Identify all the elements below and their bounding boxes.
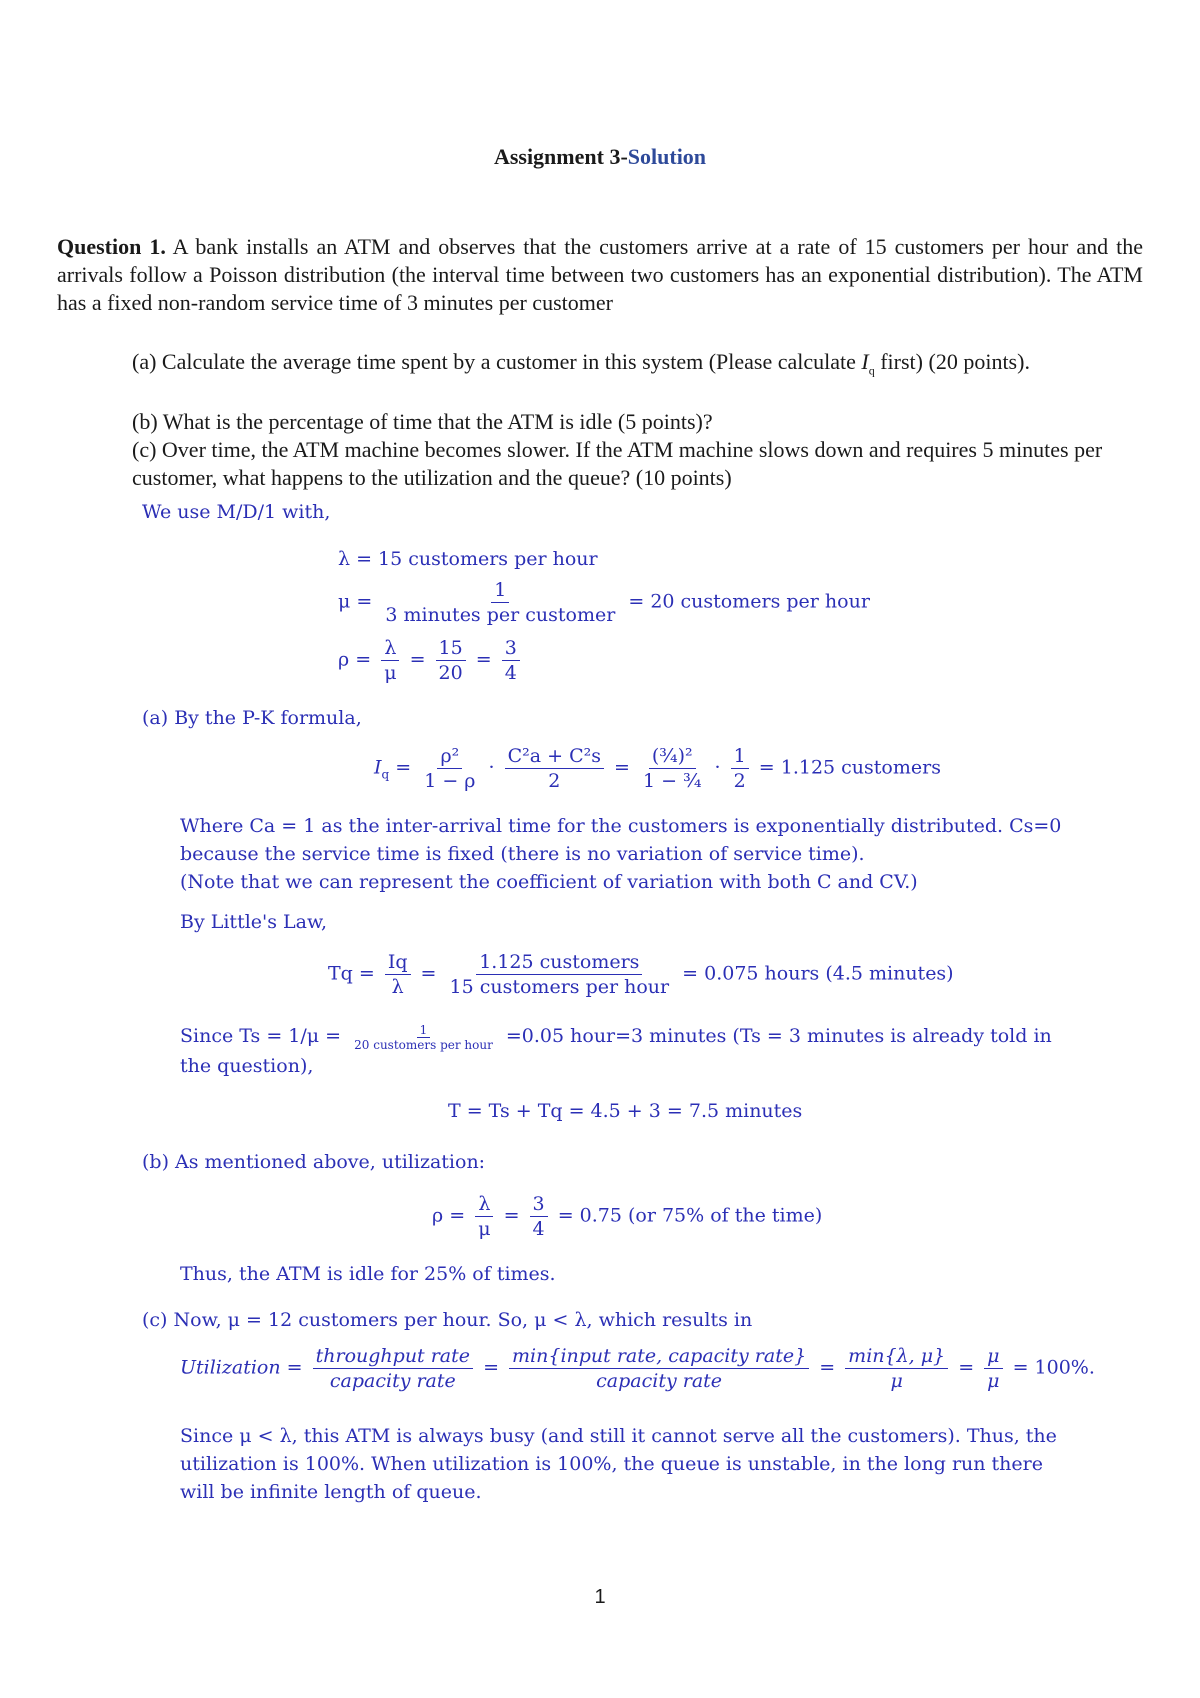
rho-lhs: ρ =: [338, 648, 372, 671]
util-f2-num: min{input rate, capacity rate}: [509, 1344, 809, 1369]
util-frac-2: [509, 1344, 809, 1393]
ts-text-before: Since Ts = 1/μ =: [180, 1025, 342, 1047]
part-b-solution-label: (b) As mentioned above, utilization:: [142, 1151, 486, 1173]
part-a: [132, 348, 1144, 384]
pk-f2-den: 2: [548, 770, 561, 792]
part-c: [132, 436, 1144, 492]
solution-intro: We use M/D/1 with,: [142, 501, 331, 523]
b-lhs: ρ =: [432, 1204, 466, 1227]
util-f3-den: μ: [890, 1370, 903, 1392]
tq-rhs: = 0.075 hours (4.5 minutes): [682, 962, 954, 985]
mu-den: 3 minutes per customer: [385, 604, 616, 626]
ts-fraction: [351, 1023, 496, 1052]
part-c-solution-label: (c) Now, μ = 12 customers per hour. So, μ < λ, which results in: [142, 1309, 753, 1331]
part-a-label: (a): [132, 349, 157, 374]
where-text: Where Ca = 1 as the inter-arrival time for the customers is exponentially distributed. Cs=0 because the service time is fixed (there is no variation of service time).: [180, 815, 1062, 865]
mu-fraction: [382, 578, 618, 627]
ts-frac-num: 1: [417, 1023, 431, 1038]
b-f2-den: 4: [532, 1218, 545, 1240]
pk-f1-den: 1 − ρ: [424, 770, 476, 792]
util-frac-1: [313, 1344, 473, 1393]
tq-f2-num: 1.125 customers: [476, 950, 642, 975]
pk-f1-num: ρ²: [437, 744, 462, 769]
pk-frac-2: [505, 744, 604, 793]
b-f1-num: λ: [475, 1192, 493, 1217]
part-c-label: (c): [132, 437, 157, 462]
utilization-c-equation: Utilization = $\frac{\text{throughput rate}}{\text{capacity rate}}$ = $\frac{\text{min\{input rate, capacity rate\}}}{\text{capacity rate}}$ = $\frac{\min\{\lambda, \mu\}}{\mu}$ = $\frac{\mu}{\mu}$ = 100%.: [180, 1345, 1095, 1392]
tq-f1-den: λ: [391, 976, 404, 998]
util-lhs: Utilization =: [180, 1356, 303, 1379]
pk-frac-1: [421, 744, 478, 793]
pk-frac-3: [640, 744, 705, 793]
rho-frac-3: [502, 636, 520, 685]
b-f1-den: μ: [478, 1218, 491, 1240]
part-b-label: (b): [132, 409, 158, 434]
rho-f3-num: 3: [502, 636, 520, 661]
idle-conclusion: Thus, the ATM is idle for 25% of times.: [180, 1263, 556, 1285]
ts-frac-den: 20 customers per hour: [354, 1037, 493, 1052]
page-number: 1: [594, 1586, 606, 1608]
part-b: [132, 408, 1144, 436]
b-f2-num: 3: [530, 1192, 548, 1217]
mu-lhs: μ =: [338, 590, 373, 613]
t-equation: T = Ts + Tq = 4.5 + 3 = 7.5 minutes: [448, 1100, 803, 1122]
lambda-equation: λ = 15 customers per hour: [338, 548, 598, 570]
page-title: [0, 144, 1200, 170]
question-1: [57, 233, 1143, 317]
rho-f2-num: 15: [436, 636, 466, 661]
pk-f4-num: 1: [731, 744, 749, 769]
pk-lhs: I: [374, 756, 382, 779]
b-rhs: = 0.75 (or 75% of the time): [557, 1204, 823, 1227]
pk-frac-4: [731, 744, 749, 793]
rho-f3-den: 4: [504, 662, 517, 684]
title-solution: Solution: [627, 144, 707, 169]
tq-lhs: Tq =: [328, 962, 375, 985]
util-frac-3: [845, 1344, 948, 1393]
tq-frac-1: [385, 950, 411, 999]
util-frac-4: [984, 1344, 1002, 1393]
util-f4-num: μ: [984, 1344, 1002, 1369]
question-label: Question 1.: [57, 234, 166, 259]
little-law-label: By Little's Law,: [180, 911, 328, 933]
util-f4-den: μ: [987, 1370, 1000, 1392]
b-frac-2: [530, 1192, 548, 1241]
mu-num: 1: [491, 578, 509, 603]
pk-equation: $I_q$ = $\frac{\text{ρ²}}{1 - \rho}$ · $\frac{\text{C²a + C²s}}{2}$ = $\frac{\text{(¾)²}}{\text{1 − ¾}}$ · $\frac{1}{2}$ = 1.125 customers: [374, 745, 941, 792]
c-conclusion: Since μ < λ, this ATM is always busy (and still it cannot serve all the customers). Thus, the utilization is 100%. When utilization is 100%, the queue is unstable, in the long run there will be infinite length of queue.: [180, 1425, 1057, 1503]
part-a-solution-label: (a) By the P-K formula,: [142, 707, 362, 729]
rho-f2-den: 20: [438, 662, 463, 684]
pk-rhs: = 1.125 customers: [758, 756, 941, 779]
rho-frac-2: [436, 636, 466, 685]
rho-f1-num: λ: [381, 636, 399, 661]
rho-f1-den: μ: [384, 662, 397, 684]
rho-equation: ρ = $\frac{\lambda}{\mu}$ = $\frac{15}{20}$ = $\frac{3}{4}$: [338, 636, 524, 685]
pk-f3-num: (¾)²: [649, 744, 696, 769]
b-frac-1: [475, 1192, 493, 1241]
part-b-text: What is the percentage of time that the ATM is idle (5 points)?: [162, 409, 713, 434]
rho-frac-1: [381, 636, 399, 685]
tq-f1-num: Iq: [385, 950, 411, 975]
mu-rhs: = 20 customers per hour: [628, 590, 870, 613]
part-a-text: Calculate the average time spent by a customer in this system (Please calculate: [161, 349, 856, 374]
part-c-text: Over time, the ATM machine becomes slower. If the ATM machine slows down and requires 5 minutes per customer, what happens to the utilization and the queue? (10 points): [132, 437, 1103, 490]
util-f2-den: capacity rate: [596, 1370, 723, 1392]
note-text: (Note that we can represent the coefficient of variation with both C and CV.): [180, 871, 918, 893]
mu-equation: [338, 578, 870, 627]
part-a-subscript: q: [868, 363, 875, 378]
util-f3-num: min{λ, μ}: [845, 1344, 948, 1369]
tq-f2-den: 15 customers per hour: [449, 976, 670, 998]
util-rhs: = 100%.: [1012, 1356, 1095, 1379]
ts-text-after: =0.05 hour=3 minutes (Ts = 3 minutes is already told in the question),: [180, 1025, 1052, 1077]
ts-text: [180, 1022, 1070, 1080]
question-text: A bank installs an ATM and observes that the customers arrive at a rate of 15 customers per hour and the arrivals follow a Poisson distribution (the interval time between two customers has an exponential distribution). The ATM has a fixed non-random service time of 3 minutes per customer: [57, 234, 1143, 315]
title-main: Assignment 3-: [493, 144, 628, 169]
part-a-text-after: first) (20 points).: [880, 349, 1030, 374]
tq-equation: Tq = $\frac{Iq}{\lambda}$ = $\frac{\text{1.125 customers}}{\text{15 customers per hour}}$ = 0.075 hours (4.5 minutes): [328, 951, 954, 998]
pk-f3-den: 1 − ¾: [642, 770, 702, 792]
util-f1-den: capacity rate: [329, 1370, 456, 1392]
util-f1-num: throughput rate: [313, 1344, 473, 1369]
pk-f4-den: 2: [733, 770, 746, 792]
utilization-b-equation: ρ = $\frac{\lambda}{\mu}$ = $\frac{3}{4}$ = 0.75 (or 75% of the time): [432, 1193, 823, 1240]
pk-lhs-sub: q: [381, 767, 390, 782]
pk-f2-num: C²a + C²s: [505, 744, 604, 769]
tq-frac-2: [447, 950, 673, 999]
part-a-symbol: I: [861, 349, 869, 374]
